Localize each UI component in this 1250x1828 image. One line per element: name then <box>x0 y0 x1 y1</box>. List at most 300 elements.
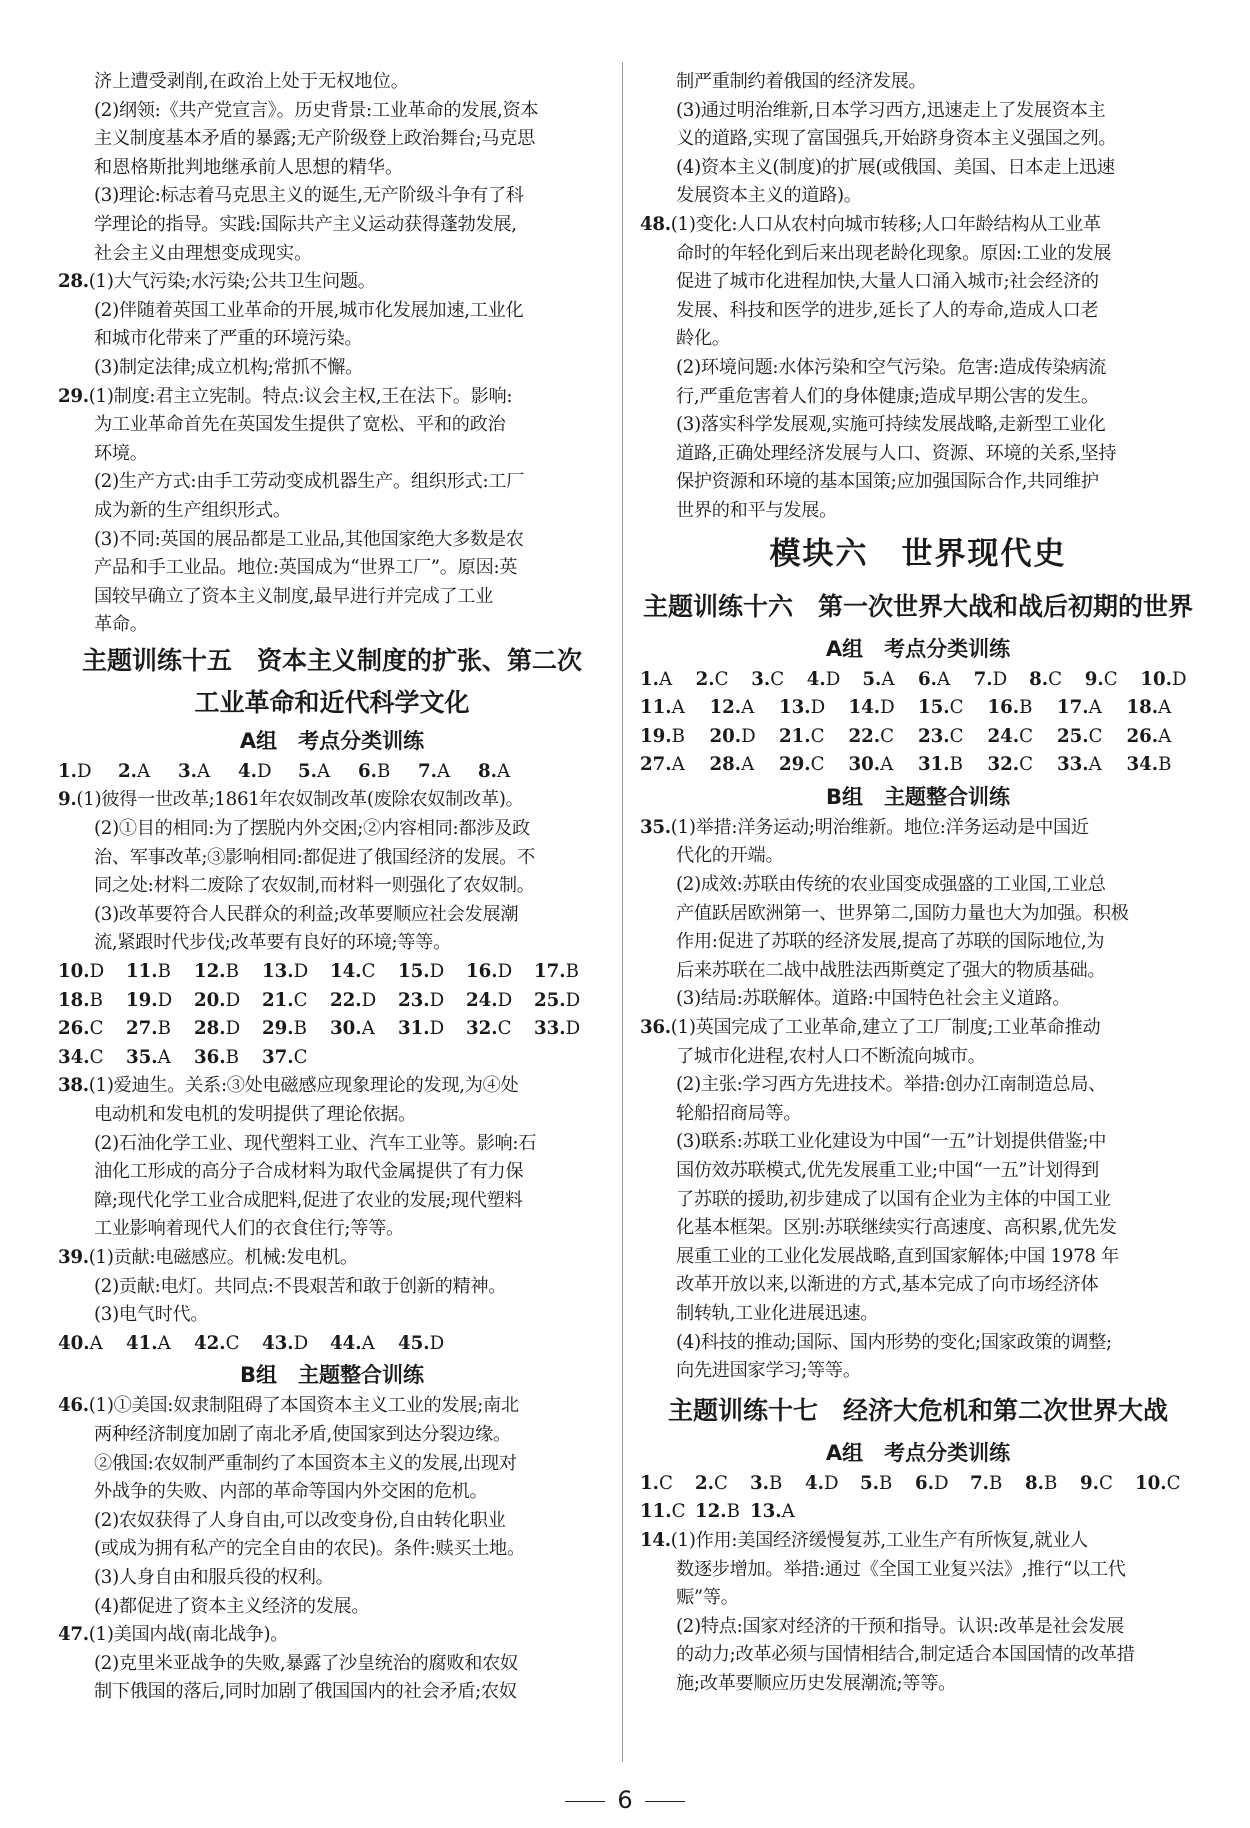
answer-number: 1. <box>640 668 659 690</box>
answer-item <box>710 694 780 723</box>
question-48-line: 促进了城市化进程加快,大量人口涌入城市;社会经济的 <box>676 271 1099 293</box>
answer-item <box>1025 1470 1080 1499</box>
answer-choice: D <box>934 1472 949 1494</box>
answer-choice: B <box>1019 697 1033 719</box>
answer-choice: A <box>936 668 951 690</box>
answer-choice: D <box>880 697 895 719</box>
answer-line: 义的道路,实现了富国强兵,开始跻身资本主义强国之列。 <box>676 128 1117 150</box>
answer-choice: B <box>989 1472 1003 1494</box>
answer-item <box>640 666 696 695</box>
answer-item <box>126 1044 194 1073</box>
answer-item <box>126 958 194 987</box>
mcq-row <box>58 1330 606 1359</box>
answer-choice: C <box>293 1046 308 1068</box>
answer-choice: C <box>949 725 964 747</box>
question-14-line: 施;改革要顺应历史发展潮流;等等。 <box>676 1672 956 1694</box>
question-35-line: 作用:促进了苏联的经济发展,提高了苏联的国际地位,为 <box>676 931 1105 953</box>
answer-item <box>330 987 398 1016</box>
question-46-number: 46. <box>58 1395 89 1417</box>
question-36-line <box>640 1014 1196 1043</box>
answer-choice: D <box>429 1018 445 1040</box>
question-14-line: 的动力;改革必须与国情相结合,制定适合本国国情的改革措 <box>676 1644 1135 1666</box>
group-b-heading: B组 主题整合训练 <box>239 1363 424 1388</box>
answer-choice: D <box>293 1332 309 1354</box>
answer-line: 学理论的指导。实践:国际共产主义运动获得蓬勃发展, <box>94 213 517 235</box>
answer-choice: A <box>157 1046 171 1068</box>
answer-number: 24. <box>987 725 1020 747</box>
question-46-line: (或成为拥有私产的完全自由的农民)。条件:赎买土地。 <box>94 1538 525 1560</box>
answer-number: 10. <box>58 961 90 983</box>
answer-choice: D <box>497 989 513 1011</box>
answer-number: 44. <box>330 1332 362 1354</box>
answer-item <box>1140 666 1196 695</box>
answer-number: 5. <box>298 760 317 782</box>
answer-item <box>710 751 780 780</box>
answer-item <box>779 751 849 780</box>
question-48-line: 命时的年轻化到后来出现老龄化现象。原因:工业的发展 <box>676 242 1112 264</box>
question-36-line: (4)科技的推动;国际、国内形势的变化;国家政策的调整; <box>676 1331 1112 1353</box>
answer-number: 22. <box>330 989 362 1011</box>
answer-choice: D <box>257 760 272 782</box>
answer-number: 29. <box>779 754 811 776</box>
group-a-heading: A组 考点分类训练 <box>825 636 1011 661</box>
question-38-line <box>58 1072 606 1101</box>
answer-choice: A <box>881 668 895 690</box>
question-46-line: (2)农奴获得了人身自由,可以改变身份,自由转化职业 <box>94 1509 506 1531</box>
answer-number: 3. <box>751 668 771 690</box>
answer-number: 4. <box>806 668 826 690</box>
answer-item <box>750 1470 805 1499</box>
answer-item <box>126 1015 194 1044</box>
answer-item <box>194 1015 262 1044</box>
answer-item <box>988 751 1058 780</box>
question-48-line: (2)环境问题:水体污染和空气污染。危害:造成传染病流 <box>676 356 1107 378</box>
answer-number: 37. <box>262 1046 294 1068</box>
question-28-line <box>58 268 606 297</box>
question-47-text: (1)美国内战(南北战争)。 <box>88 1624 289 1646</box>
question-35-line: 产值跃居欧洲第一、世界第二,国防力量也大为加强。积极 <box>676 902 1129 924</box>
answer-item <box>1057 694 1127 723</box>
answer-number: 33. <box>1057 754 1089 776</box>
question-35-line <box>640 814 1196 843</box>
answer-item <box>640 694 710 723</box>
answer-item <box>710 723 780 752</box>
group-a-heading: A组 考点分类训练 <box>239 728 425 753</box>
answer-choice: C <box>1099 1472 1113 1494</box>
question-9-line: (2)①目的相同:为了摆脱内外交困;②内容相同:都涉及政 <box>94 818 530 840</box>
answer-number: 13. <box>750 1501 782 1523</box>
answer-line: 发展资本主义的道路)。 <box>676 185 862 207</box>
answer-number: 32. <box>987 754 1020 776</box>
answer-number: 2. <box>118 760 137 782</box>
question-48-line: 龄化。 <box>676 328 730 350</box>
answer-number: 5. <box>860 1472 879 1494</box>
answer-item <box>58 1330 126 1359</box>
answer-choice: B <box>157 961 172 983</box>
right-column <box>640 68 1196 1699</box>
answer-choice: C <box>89 1046 104 1068</box>
mcq-row <box>58 987 606 1016</box>
answer-number: 36. <box>194 1046 226 1068</box>
answer-line: (2)纲领:《共产党宣言》。历史背景:工业革命的发展,资本 <box>94 99 539 121</box>
answer-choice: C <box>714 668 729 690</box>
question-46-line: (3)人身自由和服兵役的权利。 <box>94 1566 334 1588</box>
question-39-line <box>58 1244 606 1273</box>
answer-number: 5. <box>862 668 882 690</box>
answer-line: (3)理论:标志着马克思主义的诞生,无产阶级斗争有了科 <box>94 185 524 207</box>
answer-number: 27. <box>640 754 672 776</box>
answer-choice: C <box>361 961 376 983</box>
question-36-line: 了城市化进程,农村人口不断流向城市。 <box>676 1045 986 1067</box>
answer-number: 26. <box>58 1018 90 1040</box>
question-46-line <box>58 1392 606 1421</box>
answer-number: 11. <box>640 1501 672 1523</box>
answer-number: 17. <box>1057 697 1089 719</box>
answer-item <box>398 958 466 987</box>
answer-item <box>779 723 849 752</box>
answer-number: 8. <box>1025 1472 1044 1494</box>
question-29-line: 革命。 <box>94 614 148 636</box>
question-39-number: 39. <box>58 1246 89 1268</box>
mcq-row <box>58 958 606 987</box>
answer-item <box>466 987 534 1016</box>
question-9-line <box>58 786 606 815</box>
answer-number: 12. <box>709 697 742 719</box>
answer-item <box>988 723 1058 752</box>
question-38-line: 电动机和发电机的发明提供了理论依据。 <box>94 1104 416 1125</box>
answer-item <box>1057 723 1127 752</box>
answer-choice: C <box>1088 725 1103 747</box>
answer-number: 12. <box>695 1501 727 1523</box>
question-46-line: 两种经济制度加剧了南北矛盾,使国家到达分裂边缘。 <box>94 1423 511 1445</box>
answer-choice: A <box>497 760 511 782</box>
answer-item <box>779 694 849 723</box>
question-29-text: (1)制度:君主立宪制。特点:议会主权,王在法下。影响: <box>88 385 513 407</box>
answer-item <box>178 758 238 787</box>
answer-choice: C <box>1048 668 1063 690</box>
question-35-line: (3)结局:苏联解体。道路:中国特色社会主义道路。 <box>676 988 1071 1010</box>
question-36-line: 制转轨,工业化进展迅速。 <box>676 1302 879 1324</box>
answer-choice: A <box>741 754 755 776</box>
question-39-line: (3)电气时代。 <box>94 1304 209 1326</box>
question-28-number: 28. <box>58 271 89 293</box>
answer-item <box>862 666 918 695</box>
answer-item <box>640 751 710 780</box>
answer-item <box>807 666 863 695</box>
answer-number: 21. <box>779 725 811 747</box>
answer-number: 1. <box>58 760 77 782</box>
mcq-row <box>640 1470 1196 1499</box>
answer-item <box>534 987 602 1016</box>
answer-number: 17. <box>534 961 566 983</box>
question-29-line: 国较早确立了资本主义制度,最早进行并完成了工业 <box>94 585 494 607</box>
question-48-line: (3)落实科学发展观,实施可持续发展战略,走新型工业化 <box>676 414 1106 436</box>
answer-item <box>849 694 919 723</box>
answer-item <box>418 758 478 787</box>
mcq-row <box>640 1498 1196 1527</box>
answer-item <box>860 1470 915 1499</box>
question-38-line: 障;现代化学工业合成肥料,促进了农业的发展;现代塑料 <box>94 1189 523 1211</box>
question-39-text: (1)贡献:电磁感应。机械:发电机。 <box>88 1246 358 1268</box>
answer-number: 2. <box>695 1472 714 1494</box>
answer-choice: A <box>1088 697 1102 719</box>
page-footer <box>0 1786 1250 1814</box>
answer-item <box>398 987 466 1016</box>
answer-item <box>695 1470 750 1499</box>
answer-item <box>118 758 178 787</box>
question-47-line: (2)克里米亚战争的失败,暴露了沙皇统治的腐败和农奴 <box>94 1652 518 1674</box>
answer-choice: B <box>293 1018 308 1040</box>
answer-item <box>640 1470 695 1499</box>
question-48-number: 48. <box>640 213 671 235</box>
question-14-text: (1)作用:美国经济缓慢复苏,工业生产有所恢复,就业人 <box>670 1529 1089 1551</box>
answer-choice: A <box>1158 697 1172 719</box>
answer-number: 12. <box>194 961 226 983</box>
answer-choice: D <box>429 1332 445 1354</box>
answer-item <box>849 751 919 780</box>
question-48-line: 道路,正确处理经济发展与人口、资源、环境的关系,坚持 <box>676 442 1117 464</box>
answer-choice: C <box>810 725 825 747</box>
answer-choice: C <box>949 697 964 719</box>
answer-item <box>262 1330 330 1359</box>
answer-number: 43. <box>262 1332 294 1354</box>
mcq-row <box>640 694 1196 723</box>
answer-number: 30. <box>330 1018 362 1040</box>
question-48-line: 保护资源和环境的基本国策;应加强国际合作,共同维护 <box>676 471 1099 493</box>
answer-number: 4. <box>805 1472 824 1494</box>
footer-dash-right <box>645 1801 685 1802</box>
question-36-line: 化基本框架。区别:苏联继续实行高速度、高积累,优先发 <box>676 1217 1117 1239</box>
answer-number: 28. <box>709 754 742 776</box>
answer-item <box>534 958 602 987</box>
mcq-row <box>640 666 1196 695</box>
question-47-line <box>58 1621 606 1650</box>
question-48-line <box>640 211 1196 240</box>
answer-choice: A <box>361 1332 375 1354</box>
answer-item <box>1127 751 1197 780</box>
answer-number: 13. <box>779 697 811 719</box>
answer-line: (3)通过明治维新,日本学习西方,迅速走上了发展资本主 <box>676 99 1106 121</box>
answer-item <box>534 1015 602 1044</box>
question-35-line: 后来苏联在二战中战胜法西斯奠定了强大的物质基础。 <box>676 959 1106 981</box>
answer-number: 40. <box>58 1332 90 1354</box>
answer-item <box>1029 666 1085 695</box>
section-15-title: 工业革命和近代科学文化 <box>194 687 470 717</box>
answer-choice: B <box>949 754 964 776</box>
answer-line: 主义制度基本矛盾的暴露;无产阶级登上政治舞台;马克思 <box>94 128 535 150</box>
answer-item <box>398 1015 466 1044</box>
question-9-line: 流,紧跟时代步伐;改革要有良好的环境;等等。 <box>94 932 451 954</box>
answer-number: 31. <box>398 1018 430 1040</box>
question-29-line: (3)不同:英国的展品都是工业品,其他国家绝大多数是农 <box>94 528 524 550</box>
answer-number: 27. <box>126 1018 158 1040</box>
answer-item <box>194 1044 262 1073</box>
page-number: 6 <box>617 1786 633 1814</box>
answer-item <box>1057 751 1127 780</box>
answer-number: 7. <box>973 668 993 690</box>
question-48-line: 行,严重危害着人们的身体健康;造成早期公害的发生。 <box>676 385 1099 407</box>
answer-choice: B <box>89 989 104 1011</box>
question-9-line: (3)改革要符合人民群众的利益;改革要顺应社会发展潮 <box>94 903 519 925</box>
answer-choice: D <box>810 697 826 719</box>
answer-choice: C <box>1019 754 1034 776</box>
answer-number: 3. <box>750 1472 769 1494</box>
question-36-text: (1)英国完成了工业革命,建立了工厂制度;工业革命推动 <box>670 1017 1101 1039</box>
question-48-text: (1)变化:人口从农村向城市转移;人口年龄结构从工业革 <box>670 213 1101 235</box>
question-38-text: (1)爱迪生。关系:③处电磁感应现象理论的发现,为④处 <box>88 1075 519 1097</box>
answer-item <box>262 1044 330 1073</box>
question-36-line: (2)主张:学习西方先进技术。举措:创办江南制造总局、 <box>676 1074 1107 1096</box>
question-47-line: 制下俄国的落后,同时加剧了俄国国内的社会矛盾;农奴 <box>94 1681 517 1703</box>
question-35-text: (1)举措:洋务运动;明治维新。地位:洋务运动是中国近 <box>670 816 1089 838</box>
answer-choice: C <box>1103 668 1118 690</box>
answer-item <box>918 694 988 723</box>
section-16-title: 主题训练十六 第一次世界大战和战后初期的世界 <box>642 591 1193 621</box>
answer-item <box>478 758 538 787</box>
mcq-row <box>58 758 606 787</box>
answer-number: 4. <box>238 760 257 782</box>
question-9-line: 治、军事改革;③影响相同:都促进了俄国经济的发展。不 <box>94 846 535 868</box>
answer-choice: D <box>429 989 445 1011</box>
answer-number: 19. <box>126 989 158 1011</box>
answer-item <box>466 1015 534 1044</box>
question-14-line <box>640 1527 1196 1556</box>
answer-number: 18. <box>58 989 90 1011</box>
answer-number: 28. <box>194 1018 226 1040</box>
answer-number: 20. <box>194 989 226 1011</box>
answer-choice: D <box>825 668 841 690</box>
answer-item <box>58 758 118 787</box>
answer-item <box>751 666 807 695</box>
answer-item <box>640 723 710 752</box>
answer-choice: D <box>157 989 173 1011</box>
question-46-text: (1)①美国:奴隶制阻碍了本国资本主义工业的发展;南北 <box>88 1395 519 1417</box>
answer-item <box>330 1330 398 1359</box>
answer-item <box>1127 694 1197 723</box>
answer-choice: D <box>741 725 756 747</box>
answer-number: 13. <box>262 961 294 983</box>
answer-number: 35. <box>126 1046 158 1068</box>
answer-item <box>194 958 262 987</box>
answer-choice: D <box>361 989 377 1011</box>
question-14-line: (2)特点:国家对经济的干预和指导。认识:改革是社会发展 <box>676 1615 1124 1637</box>
answer-choice: D <box>992 668 1008 690</box>
answer-choice: C <box>714 1472 728 1494</box>
question-36-line: 国仿效苏联模式,优先发展重工业;中国“一五”计划得到 <box>676 1160 1099 1181</box>
answer-choice: D <box>77 760 92 782</box>
group-b-heading: B组 主题整合训练 <box>825 784 1010 809</box>
answer-choice: A <box>880 754 894 776</box>
answer-choice: A <box>671 697 685 719</box>
question-29-line: 环境。 <box>94 442 148 464</box>
question-36-line: 轮船招商局等。 <box>676 1102 802 1124</box>
answer-item <box>918 723 988 752</box>
answer-choice: D <box>1172 668 1187 690</box>
answer-number: 8. <box>478 760 497 782</box>
answer-number: 34. <box>1126 754 1159 776</box>
answer-choice: A <box>157 1332 171 1354</box>
answer-choice: C <box>810 754 825 776</box>
answer-choice: C <box>225 1332 240 1354</box>
answer-choice: A <box>741 697 755 719</box>
answer-number: 22. <box>848 725 881 747</box>
mcq-row <box>640 723 1196 752</box>
answer-choice: B <box>157 1018 172 1040</box>
question-46-line: 外战争的失败、内部的革命等国内外交困的危机。 <box>94 1481 488 1503</box>
answer-item <box>58 958 126 987</box>
question-28-line: (2)伴随着英国工业革命的开展,城市化发展加速,工业化 <box>94 299 524 321</box>
answer-choice: A <box>197 760 211 782</box>
answer-item <box>194 987 262 1016</box>
answer-number: 26. <box>1126 725 1159 747</box>
question-9-line: 同之处:材料二废除了农奴制,而材料一则强化了农奴制。 <box>94 875 535 897</box>
mcq-row <box>58 1015 606 1044</box>
answer-choice: B <box>726 1501 741 1523</box>
question-38-line: 工业影响着现代人们的衣食住行;等等。 <box>94 1218 404 1240</box>
answer-item <box>696 666 752 695</box>
answer-number: 7. <box>970 1472 989 1494</box>
answer-item <box>262 1015 330 1044</box>
answer-number: 33. <box>534 1018 566 1040</box>
answer-choice: D <box>225 989 241 1011</box>
question-29-line <box>58 383 606 412</box>
answer-number: 45. <box>398 1332 430 1354</box>
question-36-line: 了苏联的援助,初步建成了以国有企业为主体的中国工业 <box>676 1188 1111 1210</box>
answer-choice: C <box>1019 725 1034 747</box>
question-47-number: 47. <box>58 1624 89 1646</box>
question-29-line: 为工业革命首先在英国发生提供了宽松、平和的政治 <box>94 414 506 436</box>
answer-number: 18. <box>1126 697 1159 719</box>
answer-choice: C <box>770 668 785 690</box>
question-35-number: 35. <box>640 816 671 838</box>
answer-item <box>58 1044 126 1073</box>
section-17-title: 主题训练十七 经济大危机和第二次世界大战 <box>667 1395 1168 1425</box>
question-14-line: 数逐步增加。举措:通过《全国工业复兴法》,推行“以工代 <box>676 1558 1126 1580</box>
answer-choice: B <box>769 1472 783 1494</box>
answer-number: 15. <box>398 961 430 983</box>
question-38-line: 油化工形成的高分子合成材料为取代金属提供了有力保 <box>94 1161 524 1183</box>
question-38-number: 38. <box>58 1075 89 1097</box>
answer-choice: D <box>565 1018 581 1040</box>
answer-choice: A <box>437 760 451 782</box>
answer-choice: B <box>377 760 391 782</box>
answer-item <box>970 1470 1025 1499</box>
answer-line: 社会主义由理想变成现实。 <box>94 242 313 264</box>
mcq-row <box>640 751 1196 780</box>
answer-item <box>750 1498 805 1527</box>
answer-number: 32. <box>466 1018 498 1040</box>
answer-number: 20. <box>709 725 742 747</box>
column-divider <box>622 62 623 1762</box>
answer-number: 2. <box>695 668 715 690</box>
answer-choice: B <box>225 1046 240 1068</box>
answer-item <box>988 694 1058 723</box>
answer-item <box>1135 1470 1190 1499</box>
answer-choice: D <box>89 961 105 983</box>
answer-number: 19. <box>640 725 672 747</box>
answer-item <box>640 1498 695 1527</box>
answer-number: 10. <box>1140 668 1172 690</box>
answer-item <box>298 758 358 787</box>
answer-number: 14. <box>848 697 881 719</box>
question-29-number: 29. <box>58 385 89 407</box>
answer-number: 1. <box>640 1472 659 1494</box>
question-29-line: 产品和手工业品。地位:英国成为“世界工厂”。原因:英 <box>94 557 518 579</box>
answer-choice: B <box>1044 1472 1058 1494</box>
answer-item <box>466 958 534 987</box>
answer-number: 7. <box>418 760 437 782</box>
mcq-row <box>58 1044 606 1073</box>
